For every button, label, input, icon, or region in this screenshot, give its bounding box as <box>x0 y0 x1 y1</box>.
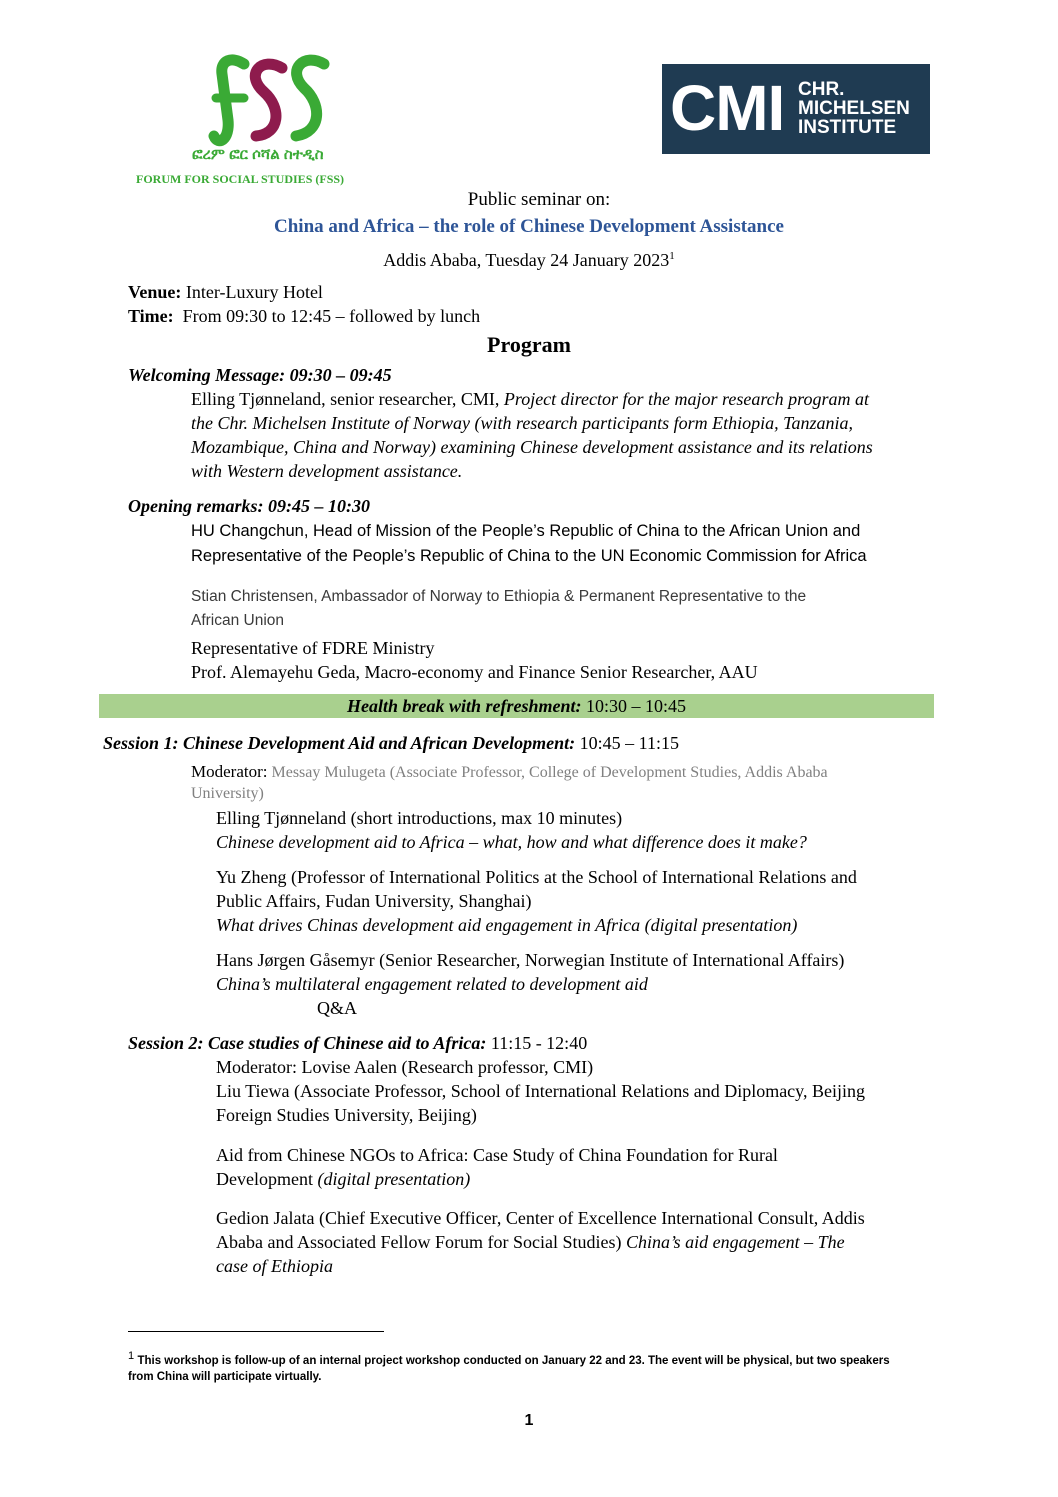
talk2-speaker-line-1: Yu Zheng (Professor of International Politics at the School of International Relations and <box>216 867 857 887</box>
health-break-bar: Health break with refreshment: 10:30 – 10:45 <box>99 694 934 718</box>
footnote-line-1: $^1$ This workshop is follow-up of an internal project workshop conducted on January 22 and 23. The event will be physical, but two speakers <box>128 1350 890 1367</box>
talk2-title: What drives Chinas development aid engagement in Africa (digital presentation) <box>216 915 798 935</box>
stian-line-2: African Union <box>191 612 285 629</box>
welcome-line-4: with Western development assistance. <box>191 461 463 481</box>
cmi-logo <box>662 64 930 154</box>
welcome-heading: Welcoming Message: 09:30 – 09:45 <box>128 365 392 385</box>
opening-heading: Opening remarks: 09:45 – 10:30 <box>128 496 370 516</box>
program-heading: Program <box>487 332 571 357</box>
footnote-divider <box>128 1331 384 1332</box>
footnote-ref: 1 <box>669 250 675 262</box>
alemayehu-line: Prof. Alemayehu Geda, Macro-economy and Finance Senior Researcher, AAU <box>191 662 758 682</box>
gedion-line-3: case of Ethiopia <box>216 1256 333 1276</box>
fss-logo <box>132 50 387 192</box>
talk1-speaker: Elling Tjønneland (short introductions, max 10 minutes) <box>216 808 623 828</box>
seminar-title: China and Africa – the role of Chinese Development Assistance <box>274 216 784 237</box>
stian-line-1: Stian Christensen, Ambassador of Norway to Ethiopia & Permanent Representative to the <box>191 588 807 605</box>
talk1-title: Chinese development aid to Africa – what, how and what difference does it make? <box>216 832 807 852</box>
cmi-abbr: CMI <box>670 72 785 144</box>
liu-line-1: Liu Tiewa (Associate Professor, School of International Relations and Diplomacy, Beijing <box>216 1081 866 1101</box>
hu-line-1: HU Changchun, Head of Mission of the People’s Republic of China to the African Union and <box>191 522 861 540</box>
session2-heading: Session 2: Case studies of Chinese aid to Africa: 11:15 - 12:40 <box>128 1033 588 1053</box>
session1-moderator-line-2: University) <box>191 785 264 802</box>
fss-org-name: FORUM FOR SOCIAL STUDIES (FSS) <box>136 172 345 186</box>
footnote-line-2: from China will participate virtually. <box>128 1371 322 1383</box>
gedion-line-1: Gedion Jalata (Chief Executive Officer, Center of Excellence International Consult, Addis <box>216 1208 865 1228</box>
fdre-line: Representative of FDRE Ministry <box>191 638 435 658</box>
welcome-line-3: Mozambique, China and Norway) examining Chinese development assistance and its relations <box>191 437 873 457</box>
seminar-intro: Public seminar on: <box>467 189 611 210</box>
ngo-line-2: Development (digital presentation) <box>216 1169 471 1189</box>
place-date: Addis Ababa, Tuesday 24 January 2023$^1$ <box>383 250 675 270</box>
gedion-line-2: Ababa and Associated Fellow Forum for Social Studies) China’s aid engagement – The <box>216 1232 845 1252</box>
session1-moderator-line-1: Moderator: Messay Mulugeta (Associate Professor, College of Development Studies, Addis Ababa <box>191 762 828 781</box>
fss-amharic-name: ፎረም ፎር ሶሻል ስተዲስ <box>192 146 324 163</box>
talk2-speaker-line-2: Public Affairs, Fudan University, Shanghai) <box>216 891 532 911</box>
cmi-line1: CHR. <box>798 79 845 100</box>
venue-line: Venue: Inter-Luxury Hotel <box>128 282 323 302</box>
welcome-line-2: the Chr. Michelsen Institute of Norway (with research participants form Ethiopia, Tanzania, <box>191 413 853 433</box>
session1-heading: Session 1: Chinese Development Aid and African Development: 10:45 – 11:15 <box>103 733 679 753</box>
session1-qa: Q&A <box>317 998 357 1018</box>
session2-moderator: Moderator: Lovise Aalen (Research professor, CMI) <box>216 1057 594 1077</box>
cmi-line2: MICHELSEN <box>798 98 910 119</box>
liu-line-2: Foreign Studies University, Beijing) <box>216 1105 477 1125</box>
page-number: 1 <box>524 1412 534 1429</box>
ngo-line-1: Aid from Chinese NGOs to Africa: Case Study of China Foundation for Rural <box>216 1145 778 1165</box>
talk3-speaker: Hans Jørgen Gåsemyr (Senior Researcher, Norwegian Institute of International Affairs) <box>216 950 845 970</box>
cmi-line3: INSTITUTE <box>798 117 897 138</box>
welcome-line-1: Elling Tjønneland, senior researcher, CMI, Project director for the major research program at <box>191 389 869 409</box>
time-line: Time: From 09:30 to 12:45 – followed by lunch <box>128 306 481 326</box>
talk3-title: China’s multilateral engagement related to development aid <box>216 974 648 994</box>
hu-line-2: Representative of the People’s Republic of China to the UN Economic Commission for Africa <box>191 547 867 565</box>
